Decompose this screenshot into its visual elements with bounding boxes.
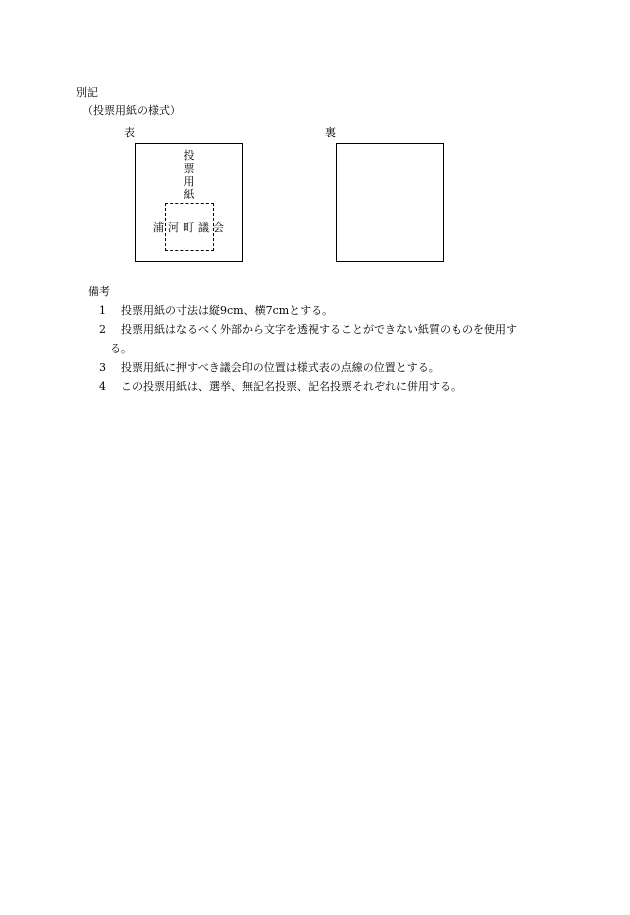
note-item [99, 304, 333, 317]
council-char: 浦 [153, 221, 164, 234]
council-char: 河 [168, 221, 179, 234]
vertical-char: 投 [183, 149, 195, 162]
note-number: 4 [99, 380, 106, 393]
ballot-back-box [336, 143, 444, 262]
vertical-char: 紙 [183, 188, 195, 201]
note-text: この投票用紙は、選挙、無記名投票、記名投票それぞれに併用する。 [121, 380, 462, 393]
front-label: 表 [124, 126, 135, 139]
note-item [99, 323, 517, 336]
note-text: 投票用紙の寸法は縦9cm、横7cmとする。 [121, 304, 334, 317]
note-text: 投票用紙に押すべき議会印の位置は様式表の点線の位置とする。 [121, 361, 440, 374]
note-item [99, 380, 462, 393]
council-char: 町 [183, 221, 194, 234]
note-number: 1 [99, 304, 106, 317]
back-label: 裏 [325, 126, 336, 139]
council-char: 議 [198, 221, 209, 234]
note-continuation: る。 [110, 342, 132, 355]
council-char: 会 [213, 221, 224, 234]
notes-heading: 備考 [88, 285, 110, 298]
ballot-front-box [135, 143, 243, 262]
form-subtitle: （投票用紙の様式） [82, 104, 181, 117]
council-name [151, 221, 226, 234]
section-title: 別記 [76, 86, 98, 99]
note-number: 2 [99, 323, 106, 336]
note-item [99, 361, 440, 374]
vertical-char: 票 [183, 162, 195, 175]
note-number: 3 [99, 361, 106, 374]
vertical-char: 用 [183, 175, 195, 188]
note-text: 投票用紙はなるべく外部から文字を透視することができない紙質のものを使用す [121, 323, 517, 336]
